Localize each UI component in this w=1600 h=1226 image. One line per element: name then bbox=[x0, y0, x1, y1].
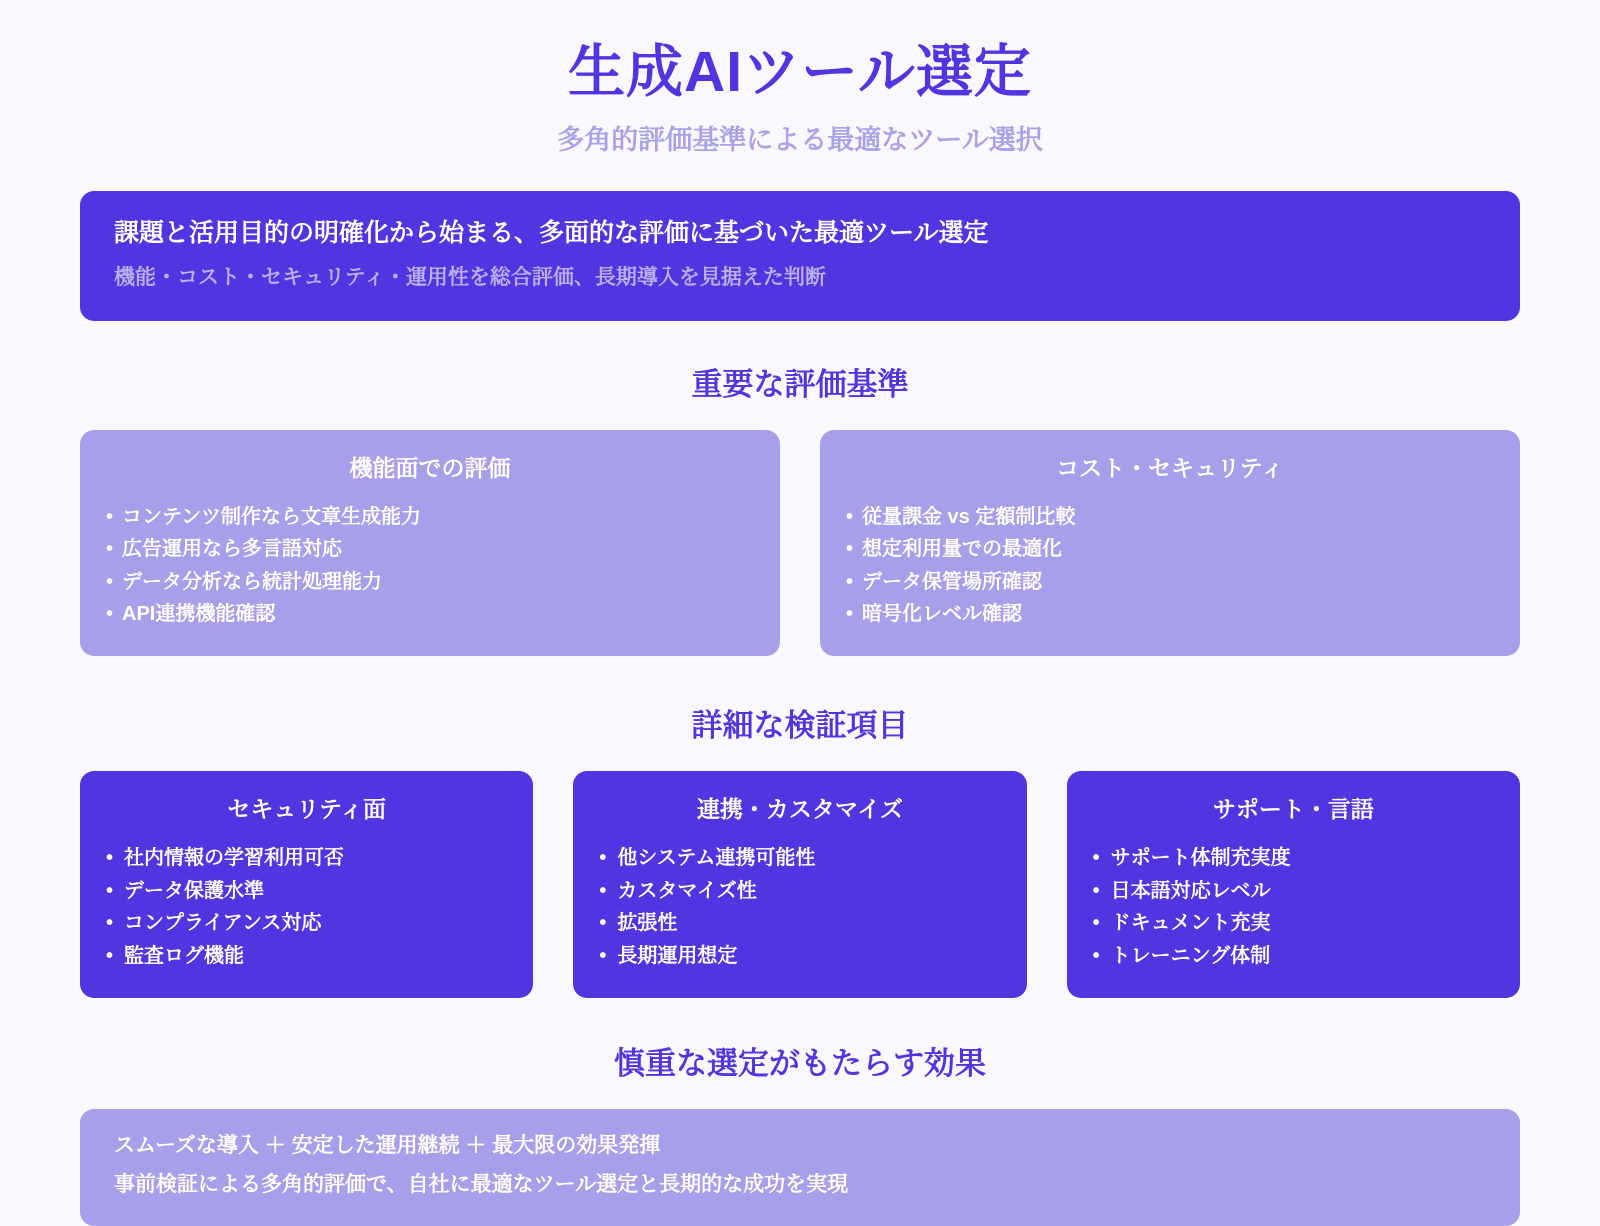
list-item: • 広告運用なら多言語対応 bbox=[104, 533, 756, 565]
list-item: • 拡張性 bbox=[597, 907, 1002, 939]
section-heading-criteria: 重要な評価基準 bbox=[691, 366, 909, 402]
list-item: • 暗号化レベル確認 bbox=[844, 598, 1496, 630]
outcome-banner bbox=[80, 1109, 1520, 1226]
list-item: • サポート体制充実度 bbox=[1091, 842, 1496, 874]
card-item-list bbox=[104, 842, 509, 972]
page-title: 生成AIツール選定 bbox=[568, 40, 1032, 104]
hero-subtext: 機能・コスト・セキュリティ・運用性を総合評価、長期導入を見据えた判断 bbox=[114, 265, 826, 289]
card-item-list bbox=[104, 501, 756, 631]
card-title: セキュリティ面 bbox=[227, 796, 387, 823]
list-item: • 他システム連携可能性 bbox=[597, 842, 1002, 874]
list-item: • 従量課金 vs 定額制比較 bbox=[844, 501, 1496, 533]
section-heading-outcome: 慎重な選定がもたらす効果 bbox=[614, 1045, 986, 1081]
card-title: サポート・言語 bbox=[1212, 796, 1374, 823]
card-item-list bbox=[1091, 842, 1496, 972]
list-item: • 社内情報の学習利用可否 bbox=[104, 842, 509, 874]
criteria-card-row bbox=[80, 430, 1520, 657]
section-heading-verification: 詳細な検証項目 bbox=[691, 708, 909, 744]
list-item: • API連携機能確認 bbox=[104, 598, 756, 630]
card-support-language bbox=[1067, 771, 1520, 998]
outcome-formula: スムーズな導入 ＋ 安定した運用継続 ＋ 最大限の効果発揮 bbox=[114, 1133, 661, 1157]
list-item: • 想定利用量での最適化 bbox=[844, 533, 1496, 565]
card-item-list bbox=[844, 501, 1496, 631]
list-item: • データ分析なら統計処理能力 bbox=[104, 566, 756, 598]
card-functional-evaluation bbox=[80, 430, 780, 657]
verification-card-row bbox=[80, 771, 1520, 998]
list-item: • コンテンツ制作なら文章生成能力 bbox=[104, 501, 756, 533]
hero-headline: 課題と活用目的の明確化から始まる、多面的な評価に基づいた最適ツール選定 bbox=[114, 219, 989, 247]
card-cost-security bbox=[820, 430, 1520, 657]
card-integration-customization bbox=[573, 771, 1026, 998]
list-item: • 長期運用想定 bbox=[597, 940, 1002, 972]
card-item-list bbox=[597, 842, 1002, 972]
page-subtitle: 多角的評価基準による最適なツール選択 bbox=[557, 125, 1043, 155]
list-item: • データ保護水準 bbox=[104, 875, 509, 907]
card-title: コスト・セキュリティ bbox=[1056, 454, 1284, 481]
list-item: • 監査ログ機能 bbox=[104, 940, 509, 972]
list-item: • コンプライアンス対応 bbox=[104, 907, 509, 939]
hero-banner bbox=[80, 191, 1520, 321]
card-title: 機能面での評価 bbox=[349, 454, 511, 481]
list-item: • データ保管場所確認 bbox=[844, 566, 1496, 598]
card-title: 連携・カスタマイズ bbox=[696, 796, 904, 823]
list-item: • トレーニング体制 bbox=[1091, 940, 1496, 972]
list-item: • ドキュメント充実 bbox=[1091, 907, 1496, 939]
list-item: • 日本語対応レベル bbox=[1091, 875, 1496, 907]
card-security bbox=[80, 771, 533, 998]
outcome-description: 事前検証による多角的評価で、自社に最適なツール選定と長期的な成功を実現 bbox=[114, 1173, 849, 1197]
list-item: • カスタマイズ性 bbox=[597, 875, 1002, 907]
